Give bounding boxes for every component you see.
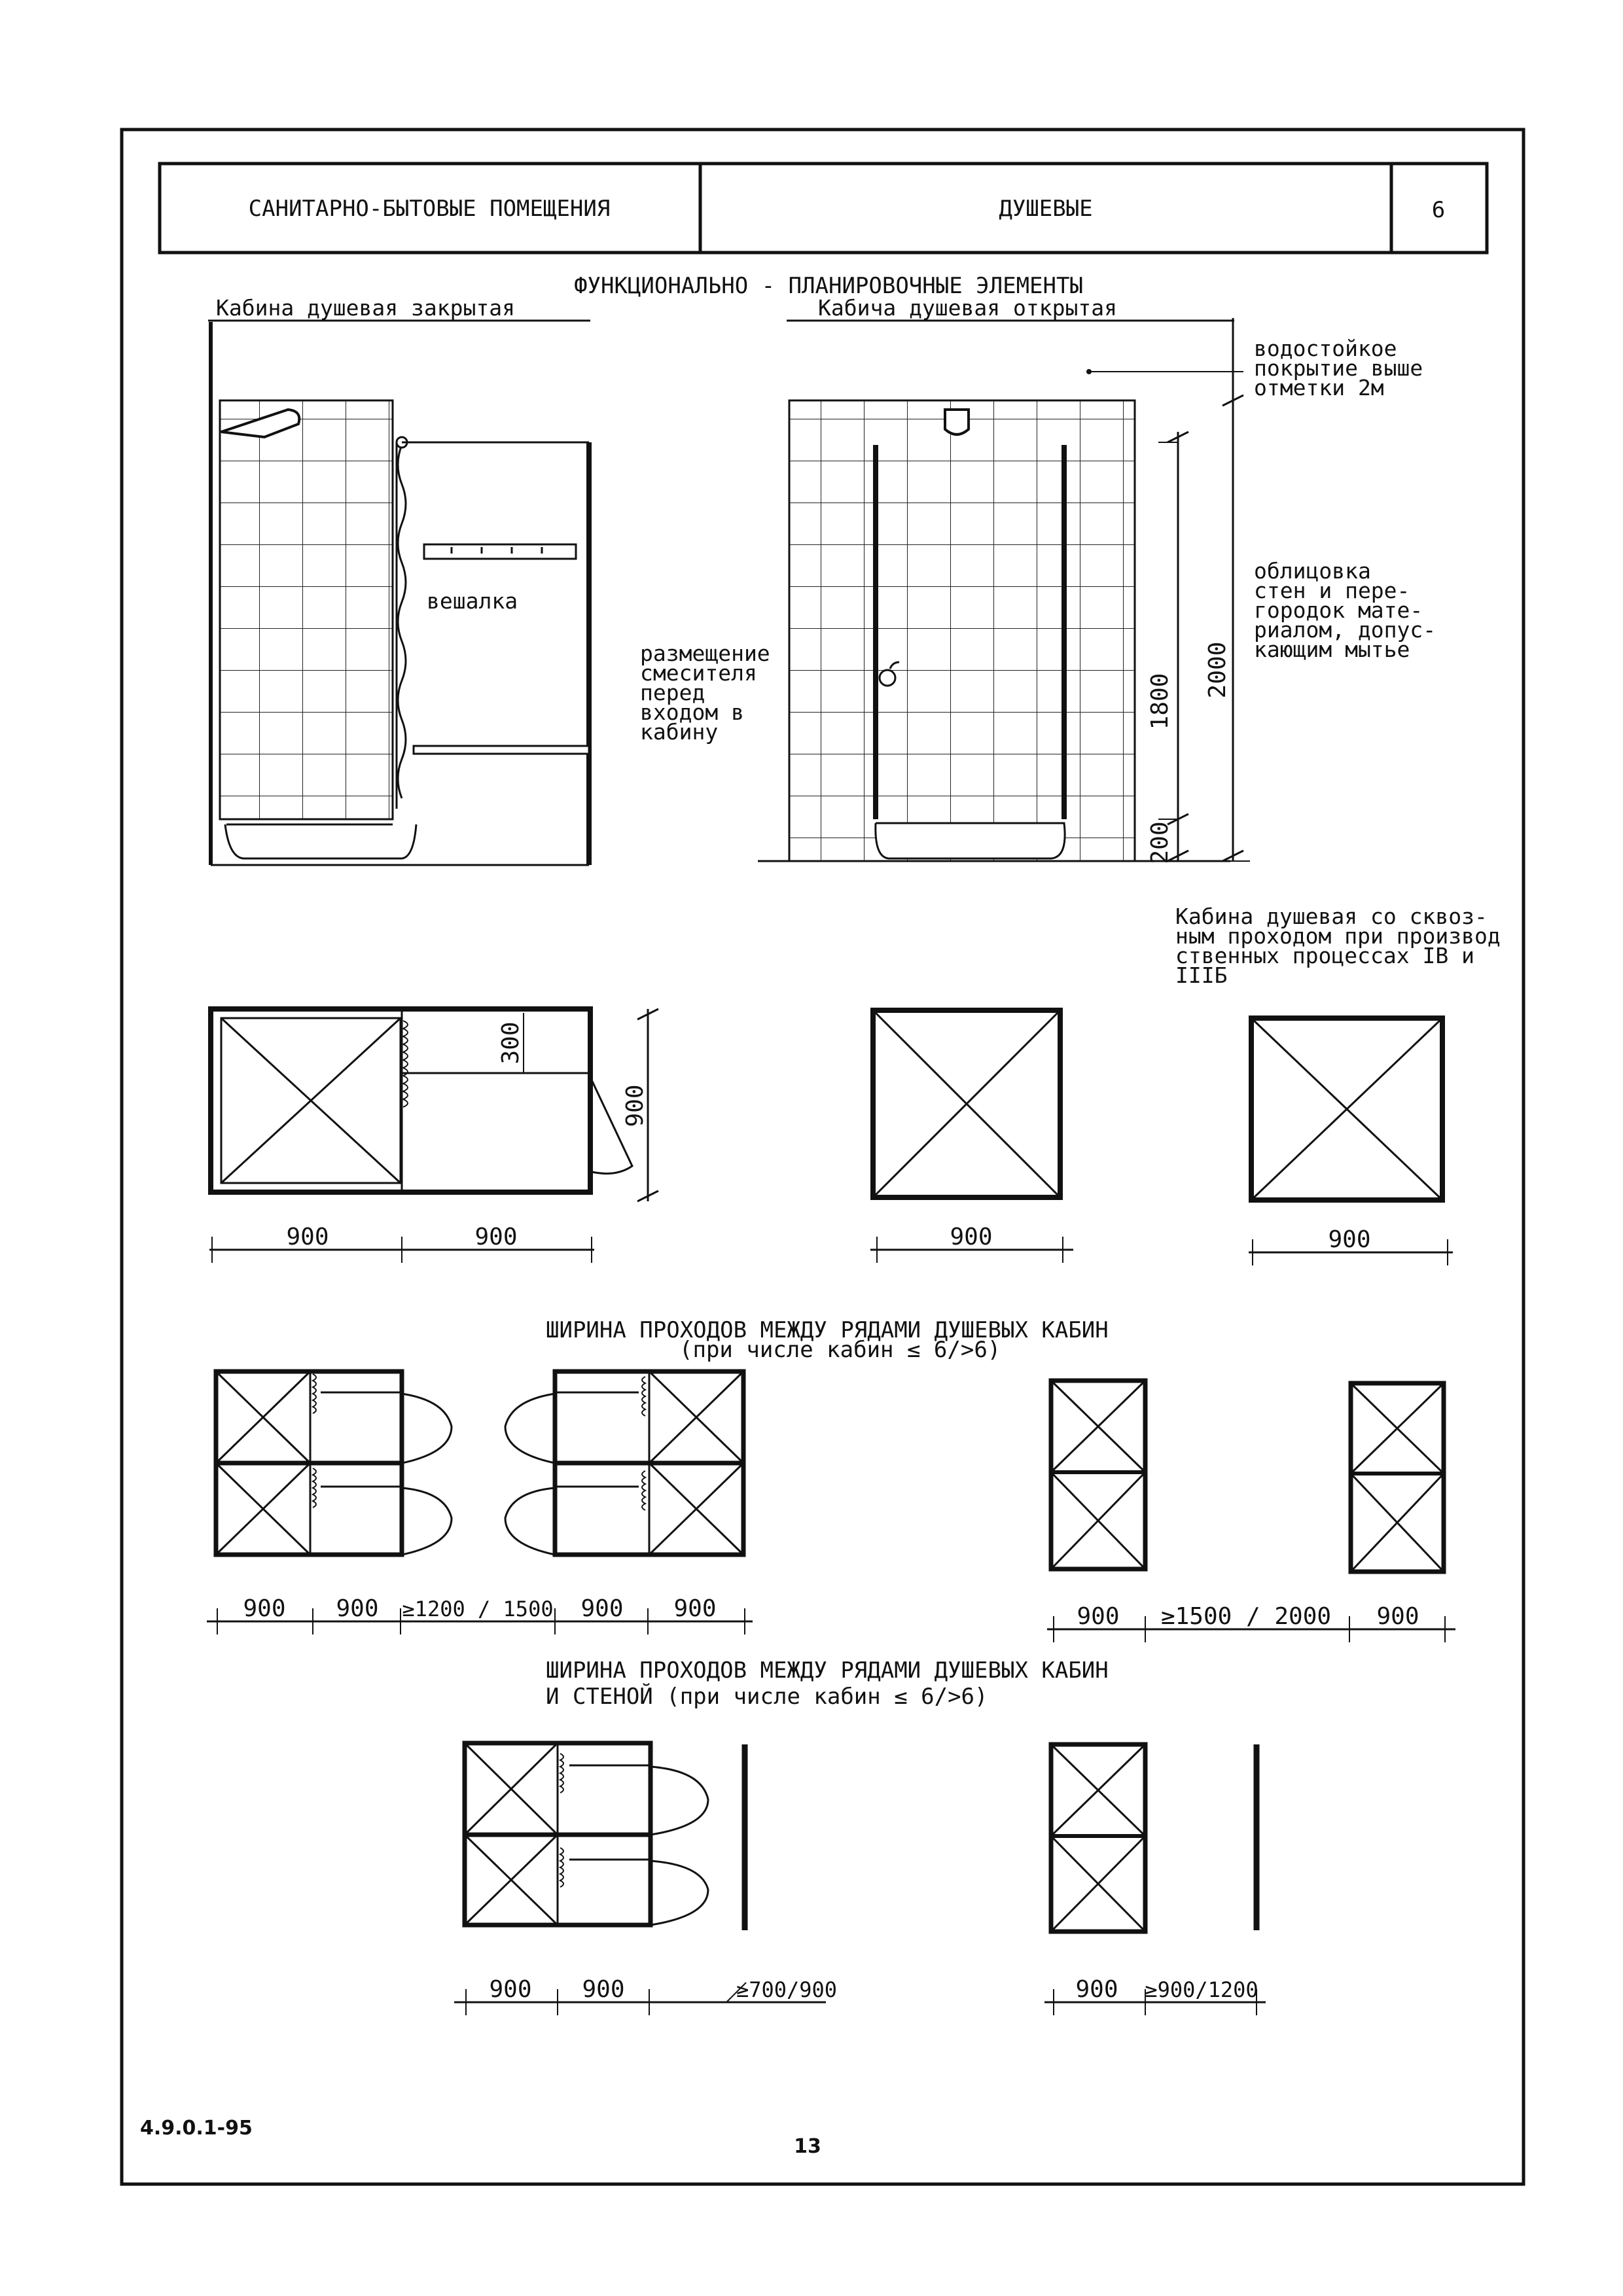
svg-text:900: 900: [950, 1224, 993, 1250]
shower-tray-open: [876, 823, 1065, 858]
tile-grid-closed: [220, 400, 393, 819]
svg-text:отметки 2м: отметки 2м: [1254, 375, 1384, 400]
svg-text:городок мате-: городок мате-: [1254, 597, 1423, 623]
svg-text:900: 900: [1077, 1603, 1120, 1630]
svg-text:900: 900: [489, 1976, 532, 2003]
svg-text:900: 900: [336, 1595, 379, 1622]
dim-2000: 2000: [1204, 641, 1231, 699]
svg-text:900: 900: [582, 1976, 625, 2003]
sheet-number: 6: [1431, 197, 1446, 223]
shower-tray-closed: [225, 824, 416, 858]
subsection-title: ДУШЕВЫЕ: [999, 196, 1093, 222]
svg-text:900: 900: [286, 1224, 329, 1250]
svg-text:900: 900: [474, 1224, 518, 1250]
curtain-plan: [403, 1021, 408, 1107]
hanger-label: вешалка: [427, 588, 518, 614]
dim-900-vertical: 900: [622, 1084, 649, 1127]
svg-text:перед: перед: [640, 680, 705, 705]
rows-open-left: [1051, 1381, 1145, 1569]
page-number: 13: [794, 2135, 821, 2158]
wall-open-dims: [1044, 1976, 1266, 2015]
wall-title-1: ШИРИНА ПРОХОДОВ МЕЖДУ РЯДАМИ ДУШЕВЫХ КАБИН: [546, 1657, 1109, 1684]
svg-text:≥700/900: ≥700/900: [736, 1977, 838, 2002]
bench: [414, 746, 589, 754]
svg-text:риалом, допус-: риалом, допус-: [1254, 617, 1436, 643]
svg-text:ственных процессах IB и: ственных процессах IB и: [1175, 943, 1474, 968]
svg-text:кабину: кабину: [640, 719, 719, 745]
svg-text:стен и пере-: стен и пере-: [1254, 578, 1410, 603]
plan-through-cabin: [1249, 1018, 1453, 1265]
svg-text:размещение: размещение: [640, 641, 770, 666]
svg-text:≥1500 / 2000: ≥1500 / 2000: [1160, 1603, 1332, 1630]
svg-text:IIIБ: IIIБ: [1175, 963, 1228, 988]
plan-open-cabin: [870, 1010, 1073, 1263]
svg-text:покрытие выше: покрытие выше: [1254, 355, 1423, 381]
svg-text:900: 900: [580, 1595, 624, 1622]
svg-text:900: 900: [673, 1595, 717, 1622]
rows-open-right: [1351, 1383, 1444, 1572]
svg-text:Кабина душевая со сквоз-: Кабина душевая со сквоз-: [1175, 904, 1488, 929]
wall-open-group: [1051, 1744, 1257, 1932]
rows-open-dims: [1047, 1603, 1455, 1642]
elevation-open-cabin: [758, 295, 1234, 861]
waterproof-note: [1254, 336, 1423, 400]
svg-text:кающим мытье: кающим мытье: [1254, 637, 1410, 662]
elevation-closed-cabin: [208, 295, 590, 865]
shower-head-open-icon: [945, 410, 969, 434]
mixer-note: [640, 641, 770, 745]
through-cabin-note: [1175, 904, 1501, 988]
rows-closed-left: [216, 1371, 452, 1555]
svg-text:900: 900: [1376, 1603, 1419, 1630]
rows-closed-right: [505, 1371, 743, 1555]
svg-text:облицовка: облицовка: [1254, 558, 1371, 584]
mixer-icon: [880, 670, 895, 686]
svg-text:ным проходом при производ: ным проходом при производ: [1175, 923, 1501, 949]
closed-cabin-title: Кабина душевая закрытая: [216, 295, 515, 321]
main-title: ФУНКЦИОНАЛЬНО - ПЛАНИРОВОЧНЫЕ ЭЛЕМЕНТЫ: [574, 273, 1083, 299]
dim-200: 200: [1147, 821, 1173, 864]
wall-title-2: И СТЕНОЙ (при числе кабин ≤ 6/>6): [546, 1684, 988, 1710]
rows-title-1: ШИРИНА ПРОХОДОВ МЕЖДУ РЯДАМИ ДУШЕВЫХ КАБИН: [546, 1317, 1109, 1343]
dim-1800: 1800: [1147, 673, 1173, 730]
wall-closed-group: [465, 1743, 745, 1930]
section-title: САНИТАРНО-БЫТОВЫЕ ПОМЕЩЕНИЯ: [248, 196, 611, 222]
dim-300: 300: [497, 1021, 524, 1065]
title-block: [160, 164, 1487, 253]
svg-text:≥1200 / 1500: ≥1200 / 1500: [402, 1597, 554, 1621]
svg-text:водостойкое: водостойкое: [1254, 336, 1397, 361]
svg-text:смесителя: смесителя: [640, 660, 757, 686]
curtain-icon: [398, 445, 406, 798]
doc-code: 4.9.0.1-95: [140, 2117, 253, 2140]
wall-closed-dims: [454, 1976, 837, 2015]
svg-text:входом в: входом в: [640, 699, 744, 725]
svg-text:900: 900: [243, 1595, 286, 1622]
plan-closed-cabin: [209, 1009, 658, 1263]
rows-title-2: (при числе кабин ≤ 6/>6): [679, 1337, 1001, 1363]
svg-text:900: 900: [1328, 1226, 1371, 1253]
open-cabin-title: Кабича душевая открытая: [818, 295, 1117, 321]
svg-text:900: 900: [1075, 1976, 1118, 2003]
cladding-note: [1254, 558, 1436, 662]
svg-text:≥900/1200: ≥900/1200: [1145, 1977, 1258, 2002]
tile-grid-open: [789, 400, 1135, 861]
hanger-rail: [424, 544, 576, 559]
rows-closed-dims: [207, 1595, 753, 1634]
